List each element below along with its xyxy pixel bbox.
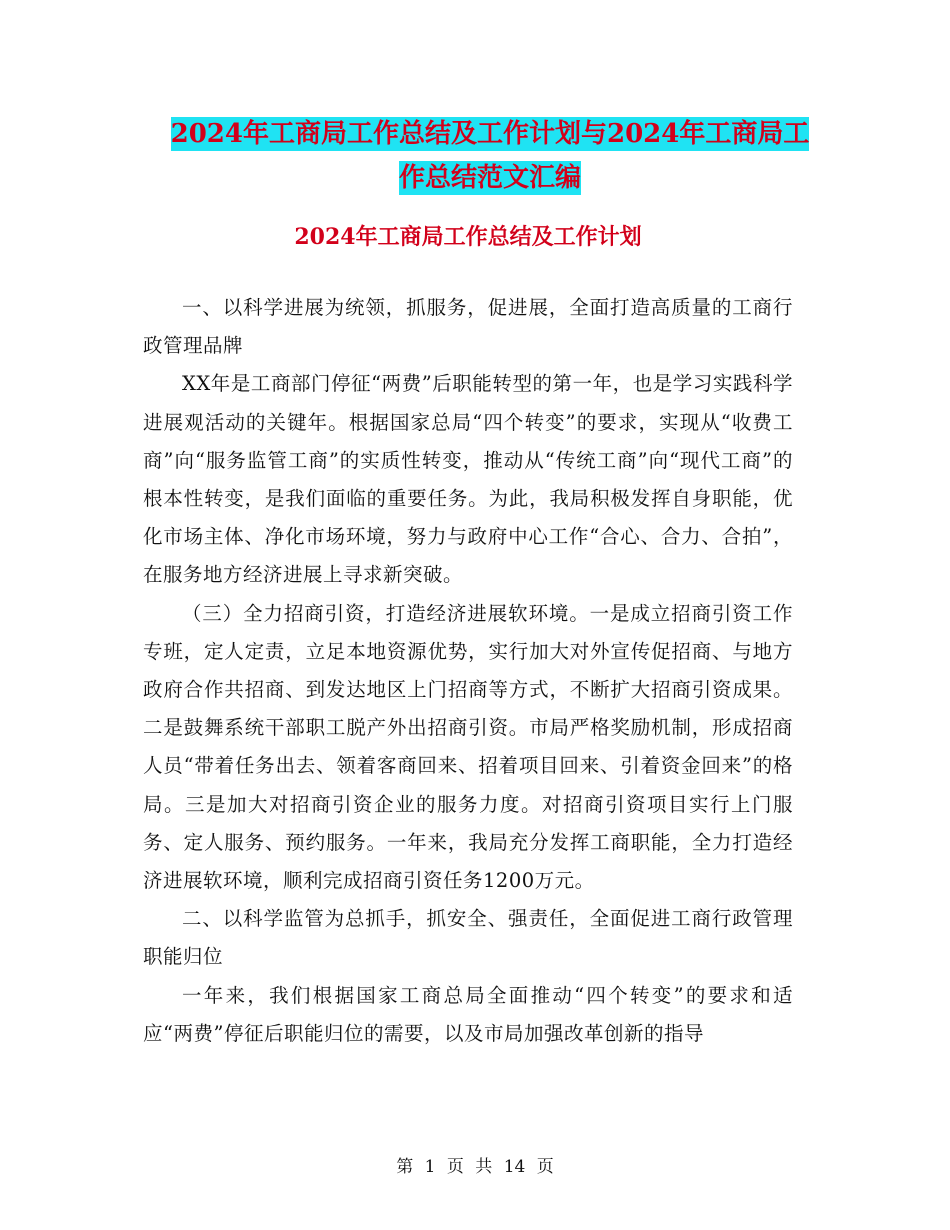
paragraph-heading-2: 二、以科学监管为总抓手，抓安全、强责任，全面促进工商行政管理职能归位 — [143, 907, 793, 969]
paragraph: 一年来，我们根据国家工商总局全面推动“四个转变”的要求和适应“两费”停征后职能归位的需要，以及市局加强改革创新的指导 — [143, 983, 793, 1045]
paragraph: （三）全力招商引资，打造经济进展软环境。一是成立招商引资工作专班，定人定责，立足本地资源优势，实行加大对外宣传促招商、与地方政府合作共招商、到发达地区上门招商等方式，不断扩大招商引资成果。二是鼓舞系统干部职工脱产外出招商引资。市局严格奖励机制，形成招商人员“带着任务出去、领着客商回来、招着项目回来、引着资金回来”的格局。三是加大对招商引资企业的服务力度。对招商引资项目实行上门服务、定人服务、预约服务。一年来，我局充分发挥工商职能，全力打造经济进展软环境，顺利完成招商引资任务1200万元。 — [143, 601, 793, 893]
document-title-line1: 2024年工商局工作总结及工作计划与2024年工商局工 — [170, 119, 810, 149]
document-title-line2: 作总结范文汇编 — [398, 163, 581, 193]
document-title — [140, 112, 840, 200]
paragraph-heading-1: 一、以科学进展为统领，抓服务，促进展，全面打造高质量的工商行政管理品牌 — [143, 296, 793, 358]
page-footer: 第 1 页 共 14 页 — [396, 1157, 554, 1177]
paragraph: XX年是工商部门停征“两费”后职能转型的第一年，也是学习实践科学进展观活动的关键年。根据国家总局“四个转变”的要求，实现从“收费工商”向“服务监管工商”的实质性转变，推动从“传统工商”向“现代工商”的根本性转变，是我们面临的重要任务。为此，我局积极发挥自身职能，优化市场主体、净化市场环境，努力与政府中心工作“合心、合力、合拍”，在服务地方经济进展上寻求新突破。 — [143, 372, 793, 587]
document-body — [143, 289, 793, 1053]
section-title: 2024年工商局工作总结及工作计划 — [294, 224, 642, 250]
